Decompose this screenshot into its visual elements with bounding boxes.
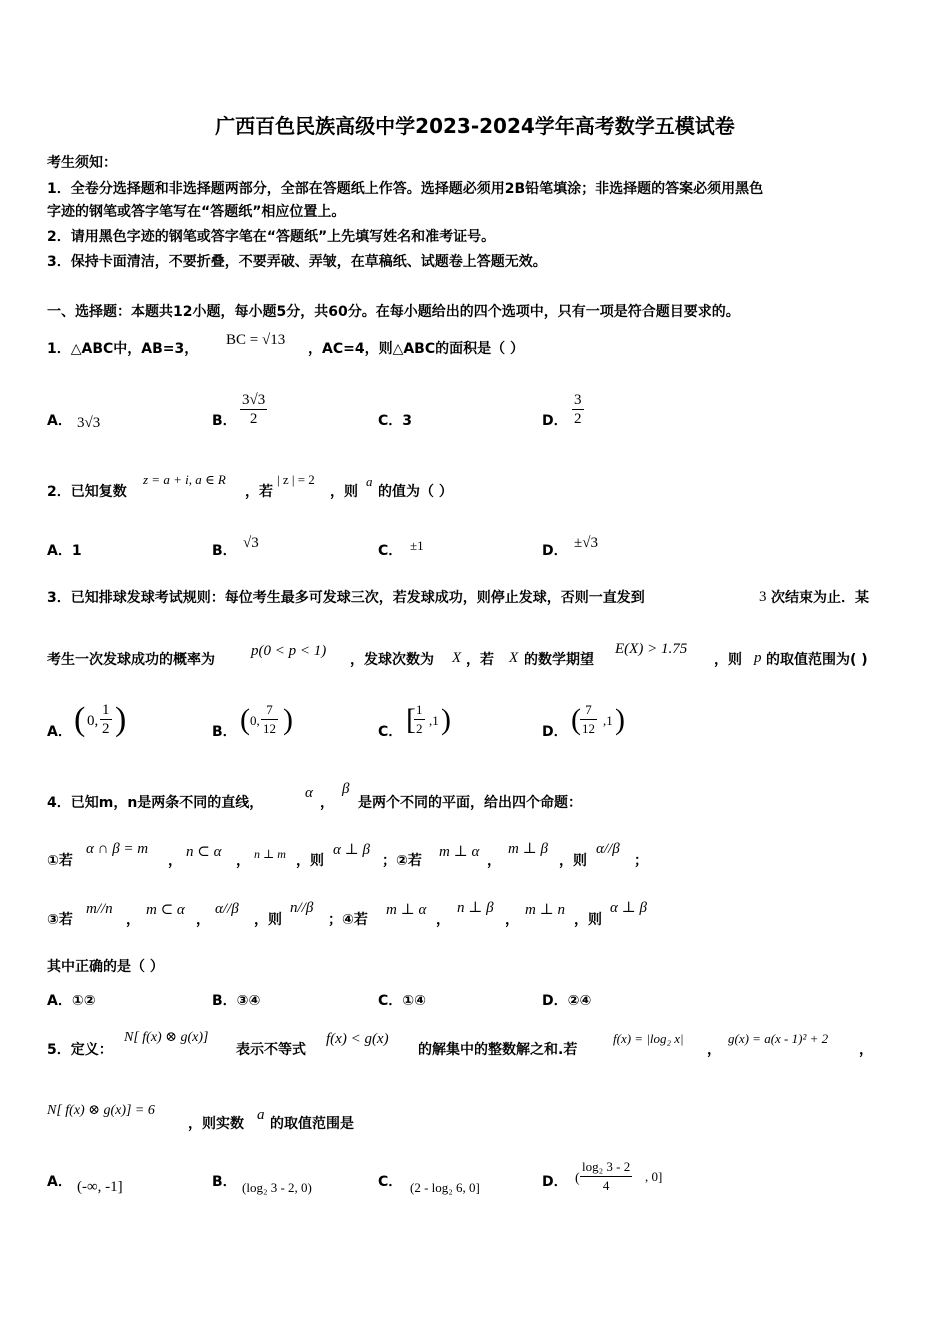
q2-option-a-label[interactable]: A．1	[47, 543, 82, 559]
q1-prefix: 1．△ABC中，AB=3，	[47, 341, 199, 357]
q3-d-fraction	[580, 701, 597, 738]
q3-three: 3	[759, 589, 767, 605]
q3-d-lparen: (	[571, 703, 581, 736]
q4-s1d: α ⊥ β	[333, 842, 370, 858]
notice-line-3: 3．保持卡面清洁，不要折叠，不要弄破、弄皱，在草稿纸、试题卷上答题无效。	[47, 254, 547, 270]
q3-c-rparen: )	[441, 703, 451, 736]
q4-s4c: m ⊥ n	[525, 902, 565, 918]
q5-d-fraction	[580, 1158, 632, 1195]
q1-suffix: ，AC=4，则△ABC的面积是（ ）	[308, 341, 525, 357]
q3-line2d: 的数学期望	[524, 652, 594, 668]
q3-p-range: p(0 < p < 1)	[251, 643, 327, 659]
q4-s1b: n ⊂ α	[186, 844, 222, 860]
q3-a-fraction	[100, 701, 112, 738]
q5-d-post: , 0]	[645, 1169, 663, 1184]
q3-ex: E(X) > 1.75	[615, 641, 688, 657]
notice-heading: 考生须知：	[47, 155, 117, 171]
q4-comma-4: ，	[126, 912, 140, 928]
q4-s4a: m ⊥ α	[386, 902, 427, 918]
q1-bc: BC = √13	[226, 332, 286, 348]
q5-g: g(x) = a(x - 1)² + 2	[728, 1031, 829, 1046]
q2-mid2: ，则	[330, 484, 358, 500]
q4-s1: ①若	[47, 853, 73, 869]
q3-c-fraction	[414, 701, 425, 738]
notice-line-1: 1．全卷分选择题和非选择题两部分，全部在答题纸上作答。选择题必须用2B铅笔填涂；非选择题的答案必须用黑色	[47, 181, 764, 197]
q4-s2c: α//β	[596, 841, 620, 857]
q3-b-num: 7	[261, 701, 278, 720]
q4-comma-3: ，	[487, 853, 501, 869]
q3-line2a: 考生一次发球成功的概率为	[47, 652, 215, 668]
q5-option-c-label[interactable]: C．	[378, 1174, 403, 1190]
q4-comma-1: ，	[168, 853, 182, 869]
q3-X: X	[452, 650, 462, 666]
q2-abs: | z | = 2	[277, 472, 315, 487]
q3-c-lbracket: [	[406, 703, 416, 736]
q3-option-b-label[interactable]: B．	[212, 724, 237, 740]
q4-line1a: 4．已知m，n是两条不同的直线，	[47, 795, 264, 811]
q3-c-den: 2	[416, 721, 423, 736]
q3-option-d-label[interactable]: D．	[542, 724, 568, 740]
q5-a: a	[257, 1107, 265, 1123]
q4-option-c[interactable]: C．①④	[378, 993, 426, 1009]
q3-p: p	[754, 650, 762, 666]
q5-option-b-value: (log₂ 3 - 2, 0)	[242, 1180, 312, 1195]
q3-b-rparen: )	[283, 703, 293, 736]
q4-s3c: α//β	[215, 901, 239, 917]
q5-option-d-label[interactable]: D．	[542, 1174, 568, 1190]
q3-option-c-label[interactable]: C．	[378, 724, 403, 740]
q5-d-num: log₂ 3 - 2	[580, 1158, 632, 1177]
q4-s1c: n ⊥ m	[254, 847, 286, 861]
q1-d-den: 2	[574, 411, 582, 427]
q2-suffix: 的值为（ ）	[378, 484, 453, 500]
q5-mid1: 表示不等式	[236, 1042, 306, 1058]
q3-line2c: ，若	[466, 652, 494, 668]
q1-option-d-label[interactable]: D．	[542, 413, 568, 429]
q5-suffix: 的取值范围是	[270, 1116, 354, 1132]
q2-option-b-label[interactable]: B．	[212, 543, 237, 559]
page-title: 广西百色民族高级中学2023-2024学年高考数学五模试卷	[215, 114, 735, 138]
q3-X2: X	[509, 650, 519, 666]
q4-question: 其中正确的是（ ）	[47, 959, 164, 975]
q4-s3: ③若	[47, 912, 73, 928]
q5-cond: N[ f(x) ⊗ g(x)] = 6	[47, 1103, 155, 1118]
q5-option-c-value: (2 - log₂ 6, 0]	[410, 1180, 480, 1195]
q5-option-a-label[interactable]: A．	[47, 1174, 72, 1190]
q3-a-num: 1	[102, 702, 110, 718]
q4-comma-5: ，	[196, 912, 210, 928]
q4-beta: β	[342, 781, 350, 797]
q4-then-3: ，则	[254, 912, 282, 928]
q3-b-den: 12	[263, 721, 276, 736]
q5-ineq: f(x) < g(x)	[326, 1031, 389, 1047]
q3-option-a-label[interactable]: A．	[47, 724, 72, 740]
q4-option-b[interactable]: B．③④	[212, 993, 261, 1009]
q3-line2e: ，则	[714, 652, 742, 668]
q2-mid1: ，若	[245, 484, 273, 500]
q3-b-lparen: (	[240, 703, 250, 736]
q5-option-a-value: (-∞, -1]	[77, 1179, 123, 1195]
q3-a-den: 2	[102, 721, 110, 737]
q3-d-num: 7	[580, 701, 597, 720]
q4-semi-1: ；	[634, 853, 648, 869]
q2-a: a	[366, 474, 373, 489]
q2-option-c-value: ±1	[410, 538, 424, 553]
q4-then-2: ，则	[559, 853, 587, 869]
q4-s4b: n ⊥ β	[457, 900, 494, 916]
notice-line-2: 2．请用黑色字迹的钢笔或答字笔在“答题纸”上先填写姓名和准考证号。	[47, 229, 496, 245]
notice-line-1b: 字迹的钢笔或答字笔写在“答题纸”相应位置上。	[47, 204, 346, 220]
q2-option-b-value: √3	[243, 535, 259, 551]
q5-d-den: 4	[602, 1178, 610, 1193]
q3-line1b: 次结束为止．某	[771, 590, 869, 606]
q3-line1a: 3．已知排球发球考试规则：每位考生最多可发球三次，若发球成功，则停止发球，否则一直发到	[47, 590, 645, 606]
q4-line1b: 是两个不同的平面，给出四个命题：	[358, 795, 582, 811]
q4-s3a: m//n	[86, 901, 113, 917]
q5-option-b-label[interactable]: B．	[212, 1174, 237, 1190]
q1-option-c-label[interactable]: C．3	[378, 413, 413, 429]
q5-mid2: 的解集中的整数解之和.若	[418, 1042, 578, 1058]
q1-b-num: 3√3	[242, 392, 266, 408]
q5-mid3: ，则实数	[188, 1116, 244, 1132]
q4-option-a[interactable]: A．①②	[47, 993, 96, 1009]
q4-comma: ，	[320, 795, 334, 811]
q1-d-num: 3	[574, 392, 582, 408]
section-heading: 一、选择题：本题共12小题，每小题5分，共60分。在每小题给出的四个选项中，只有一项是符合题目要求的。	[47, 304, 740, 320]
q1-option-a-value: 3√3	[77, 415, 101, 431]
q5-d-pre: (	[575, 1171, 580, 1186]
q4-s2: ；②若	[382, 853, 422, 869]
q4-s3d: n//β	[290, 900, 314, 916]
q4-option-d[interactable]: D．②④	[542, 993, 592, 1009]
q4-s4d: α ⊥ β	[610, 900, 647, 916]
q3-a-pre: 0,	[87, 713, 99, 729]
q4-comma-2: ，	[236, 853, 250, 869]
q2-option-c-label[interactable]: C．	[378, 543, 403, 559]
q1-option-a-label[interactable]: A．	[47, 413, 72, 429]
q4-s3b: m ⊂ α	[146, 902, 185, 918]
q3-d-post: ,1	[603, 713, 613, 728]
q3-a-lparen: (	[74, 701, 86, 738]
q3-line2b: ，发球次数为	[350, 652, 434, 668]
q2-option-d-label[interactable]: D．	[542, 543, 568, 559]
q3-line2f: 的取值范围为( )	[766, 652, 868, 668]
q5-comma: ，	[707, 1042, 721, 1058]
q3-c-post: ,1	[429, 713, 439, 728]
q2-prefix: 2．已知复数	[47, 484, 127, 500]
q5-def: N[ f(x) ⊗ g(x)]	[124, 1030, 209, 1045]
q1-option-b-fraction	[240, 391, 267, 428]
q4-s2a: m ⊥ α	[439, 844, 480, 860]
q2-z: z = a + i, a ∈ R	[143, 472, 226, 487]
q4-alpha: α	[305, 785, 313, 801]
q3-b-fraction	[261, 701, 278, 738]
q3-a-rparen: )	[115, 701, 127, 738]
q1-b-den: 2	[249, 411, 258, 427]
q2-option-d-value: ±√3	[574, 535, 598, 551]
q3-c-num: 1	[414, 701, 425, 720]
q1-option-d-fraction	[572, 391, 584, 428]
q5-prefix: 5．定义：	[47, 1042, 113, 1058]
q3-d-den: 12	[582, 721, 595, 736]
q4-comma-7: ，	[505, 912, 519, 928]
q4-then-1: ，则	[296, 853, 324, 869]
q1-option-b-label[interactable]: B．	[212, 413, 237, 429]
q4-s2b: m ⊥ β	[508, 841, 548, 857]
q3-b-pre: 0,	[250, 713, 260, 728]
q5-f: f(x) = |log₂ x|	[613, 1031, 684, 1046]
q4-s1a: α ∩ β = m	[86, 841, 149, 857]
q4-then-4: ，则	[574, 912, 602, 928]
q3-d-rparen: )	[615, 703, 625, 736]
q4-comma-6: ，	[436, 912, 450, 928]
q4-s4: ；④若	[328, 912, 368, 928]
q5-comma2: ，	[859, 1042, 873, 1058]
